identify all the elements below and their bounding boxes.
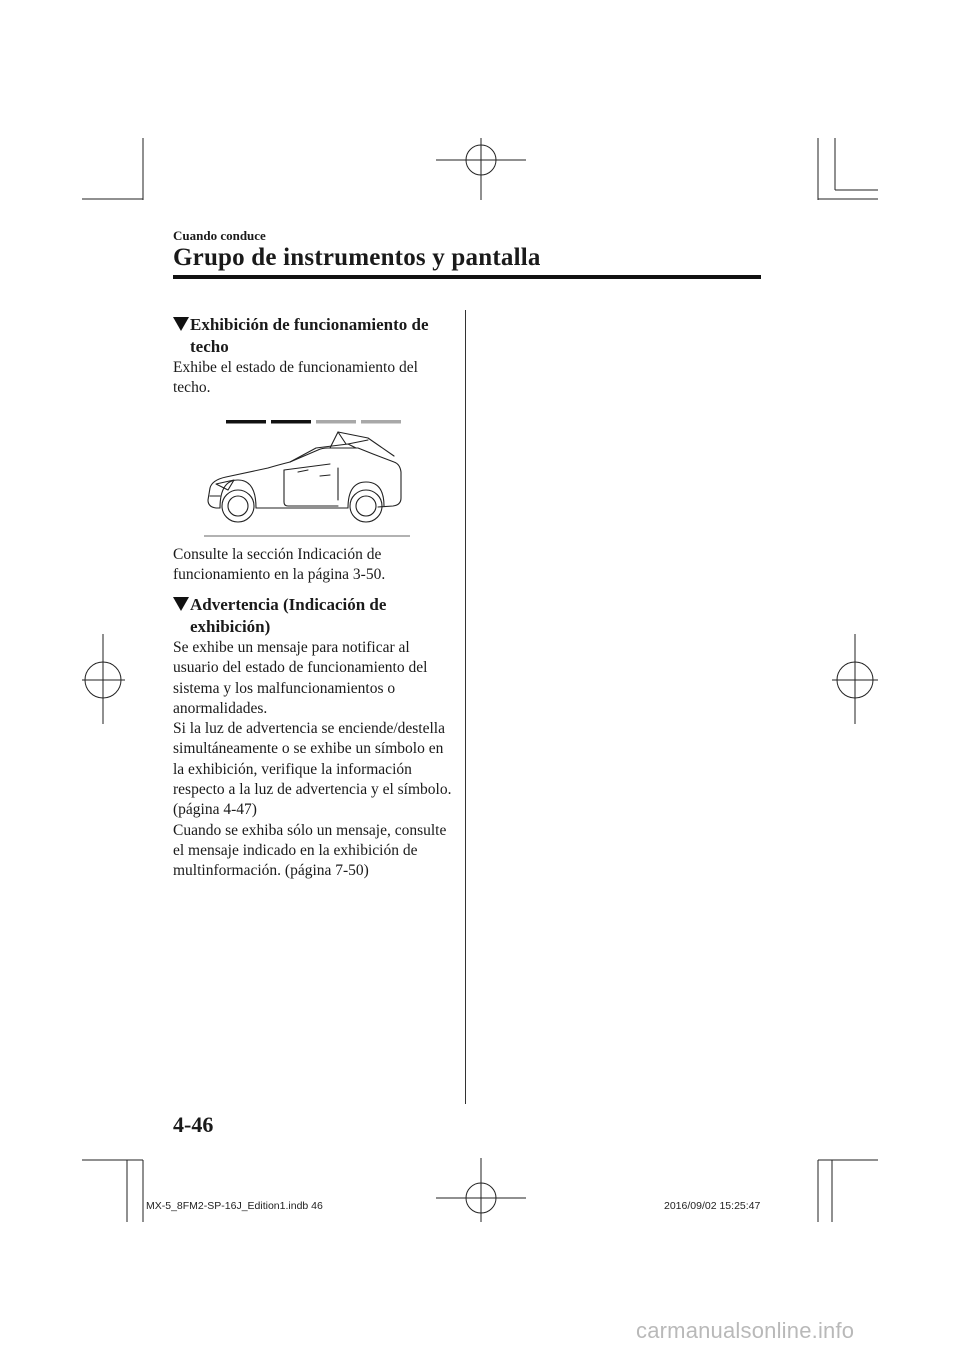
roof-operation-illustration <box>198 410 412 540</box>
triangle-bullet-icon <box>173 597 189 611</box>
paragraph-roof-status: Exhibe el estado de funcionamiento del techo. <box>173 359 418 397</box>
heading-roof-operation <box>173 314 443 358</box>
title-rule <box>173 275 761 279</box>
progress-segment <box>226 420 266 424</box>
paragraph-warning-message: Se exhibe un mensaje para notificar al usuario del estado de funcionamiento del sistema y los malfuncionamientos o anormalidades. Si la luz de advertencia se enciende/destella simultáneamente o se exhibe un símbolo en la exhibición, verifique la información respecto a la luz de advertencia y el símbolo. (página 4-47) Cuando se exhiba sólo un mensaje, consulte el mensaje indicado en la exhibición de multinformación. (página 7-50) <box>173 639 452 880</box>
heading-text: Exhibición de funcionamiento de techo <box>190 315 429 356</box>
progress-segment <box>271 420 311 424</box>
column-divider <box>465 310 466 1104</box>
progress-segment <box>361 420 401 424</box>
paragraph-refer-3-50: Consulte la sección Indicación de funcionamiento en la página 3-50. <box>173 546 386 584</box>
progress-segment <box>316 420 356 424</box>
page-number: 4-46 <box>173 1112 214 1137</box>
page-title: Grupo de instrumentos y pantalla <box>173 244 541 271</box>
footer-timestamp: 2016/09/02 15:25:47 <box>664 1200 761 1212</box>
heading-text: Advertencia (Indicación de exhibición) <box>190 595 387 636</box>
triangle-bullet-icon <box>173 317 189 331</box>
watermark: carmanualsonline.info <box>636 1318 855 1343</box>
footer-file: MX-5_8FM2-SP-16J_Edition1.indb 46 <box>146 1200 323 1212</box>
roof-progress-bar <box>226 420 401 424</box>
heading-warning-display <box>173 594 443 638</box>
section-label: Cuando conduce <box>173 228 266 243</box>
